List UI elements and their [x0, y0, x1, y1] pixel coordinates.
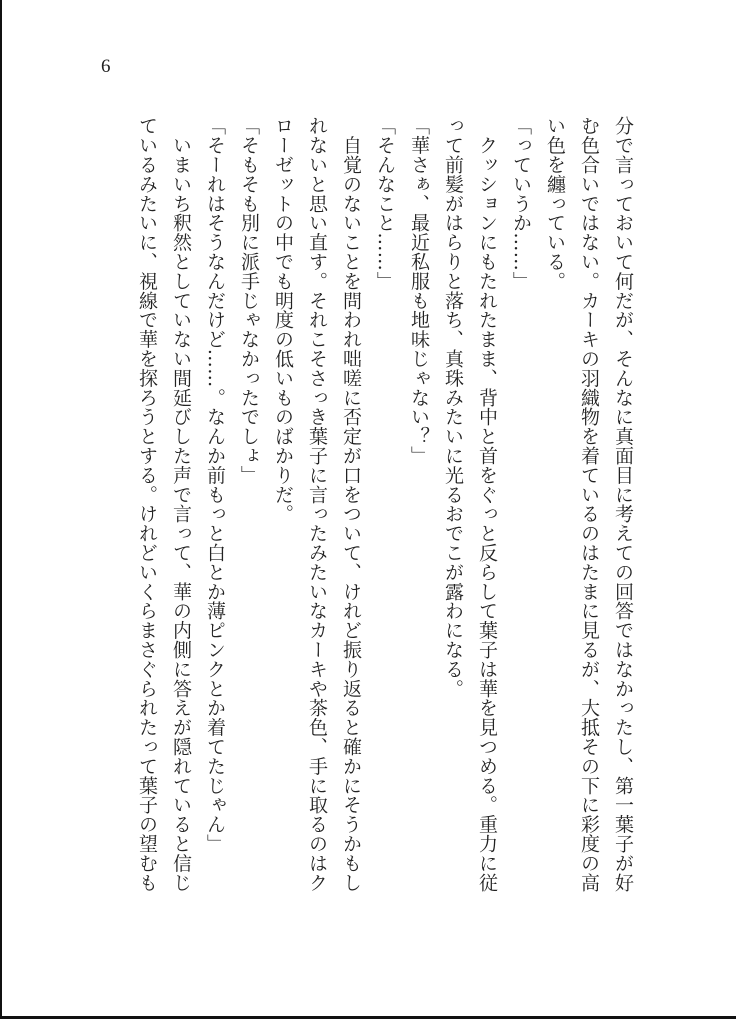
text-line: ローゼットの中でも明度の低いものばかりだ。 — [272, 116, 294, 524]
text-line: ているみたいに、視線で華を探ろうとする。けれどいくらまさぐられたって葉子の望むも — [136, 116, 158, 892]
page-number: 6 — [101, 56, 111, 77]
text-line: 「華さぁ、最近私服も地味じゃない？」 — [408, 116, 430, 466]
text-line: 自覚のないことを問われ咄嗟に否定が口をついて、けれど振り返ると確かにそうかもし — [340, 116, 362, 892]
text-line: クッションにもたれたまま、背中と首をぐっと反らして葉子は華を見つめる。重力に従 — [476, 116, 498, 892]
text-line: 「っていうか……」 — [510, 116, 532, 291]
text-line: 「そんなこと……」 — [374, 116, 396, 291]
text-line: れないと思い直す。それこそさっき葉子に言ったみたいなカーキや茶色、手に取るのはク — [306, 116, 328, 892]
vertical-text-body — [136, 116, 640, 906]
text-line: いまいち釈然としていない間延びした声で言って、華の内側に答えが隠れていると信じ — [170, 116, 192, 892]
text-line: い色を纏っている。 — [544, 116, 566, 291]
text-line: 「そもそも別に派手じゃなかったでしょ」 — [238, 116, 260, 485]
text-line: 分で言っておいて何だが、そんなに真面目に考えての回答ではなかったし、第一葉子が好 — [612, 116, 634, 892]
text-line: 「そーれはそうなんだけど……。なんか前もっと白とか薄ピンクとか着てたじゃん」 — [204, 116, 226, 854]
text-line: む色合いではない。カーキの羽織物を着ているのはたまに見るが、大抵その下に彩度の高 — [578, 116, 600, 892]
text-line: って前髪がはらりと落ち、真珠みたいに光るおでこが露わになる。 — [442, 116, 464, 698]
